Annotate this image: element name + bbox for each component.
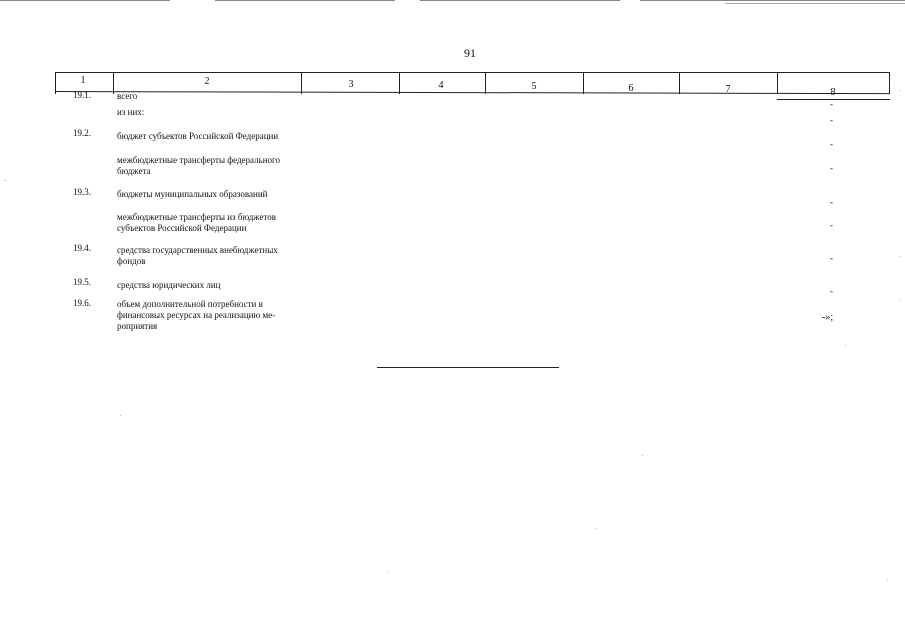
column-number-7: 7 xyxy=(725,84,731,95)
scan-edge-line xyxy=(640,0,905,1)
col8-value: - xyxy=(830,139,833,149)
row-text: средства государственных внебюджетных фондов xyxy=(117,245,278,266)
scan-speck xyxy=(4,180,6,181)
col8-value: - xyxy=(830,253,833,263)
column-number-3: 3 xyxy=(348,79,354,90)
column-number-8: 8 xyxy=(830,87,836,98)
column-number-2: 2 xyxy=(204,76,210,87)
scan-speck xyxy=(120,415,121,416)
row-number: 19.6. xyxy=(73,298,91,308)
scan-speck xyxy=(642,455,643,456)
row-text: межбюджетные трансферты федерального бюджета xyxy=(117,155,280,176)
col8-value: - xyxy=(830,99,833,109)
footer-separator-line xyxy=(377,367,559,368)
row-number: 19.5. xyxy=(73,277,91,287)
row-text: всего xyxy=(117,91,138,101)
scan-edge-line xyxy=(420,0,620,1)
row-text: объем дополнительной потребности в финансовых ресурсах на реализацию ме-роприятия xyxy=(117,299,276,331)
col8-value: - xyxy=(830,286,833,296)
page-number: 91 xyxy=(464,46,476,60)
scan-speck xyxy=(595,528,596,529)
scan-speck xyxy=(900,256,901,257)
col8-header-underline xyxy=(777,99,890,100)
scan-edge-line xyxy=(215,0,395,1)
row-text: бюджет субъектов Российской Федерации xyxy=(117,131,279,141)
scan-speck xyxy=(900,300,901,301)
row-number: 19.4. xyxy=(73,243,91,253)
scan-speck xyxy=(887,580,888,581)
col8-value: - xyxy=(830,197,833,207)
row-number: 19.2. xyxy=(73,128,91,138)
row-number: 19.1. xyxy=(73,90,91,100)
column-number-5: 5 xyxy=(531,81,537,92)
row-number: 19.3. xyxy=(73,187,91,197)
row-text: средства юридических лиц xyxy=(117,280,221,290)
scan-speck xyxy=(388,572,389,573)
column-number-1: 1 xyxy=(80,75,86,86)
row-text: из них: xyxy=(117,107,145,117)
closing-mark: -»; xyxy=(822,312,834,323)
scan-edge-line xyxy=(0,0,170,1)
row-text: межбюджетные трансферты из бюджетов субъектов Российской Федерации xyxy=(117,212,276,233)
col8-value: - xyxy=(830,163,833,173)
column-number-4: 4 xyxy=(438,80,444,91)
scan-speck xyxy=(900,90,901,91)
scan-speck xyxy=(845,345,846,346)
col8-value: - xyxy=(830,115,833,125)
row-text: бюджеты муниципальных образований xyxy=(117,189,268,199)
column-number-6: 6 xyxy=(628,83,634,94)
col8-value: - xyxy=(830,220,833,230)
scan-edge-line xyxy=(725,3,905,4)
